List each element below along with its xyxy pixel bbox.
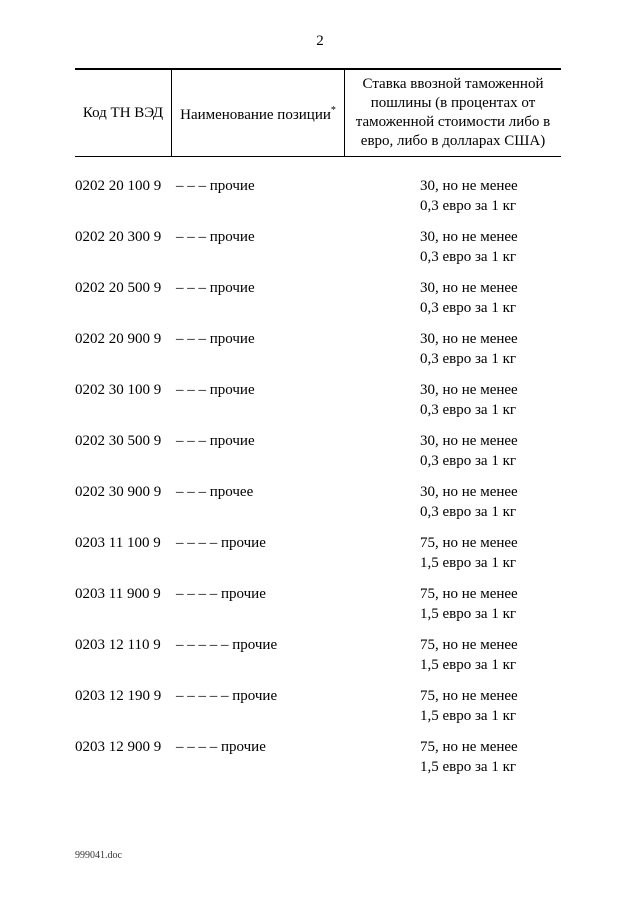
rate-line-1: 30, но не менее [420,229,518,245]
table-row [75,482,561,522]
code-cell: 0202 20 300 9 [75,229,162,245]
rate-line-1: 30, но не менее [420,484,518,500]
code-cell: 0202 30 500 9 [75,433,162,449]
code-cell: 0203 12 190 9 [75,688,162,704]
rate-cell [345,431,561,471]
rate-line-2: 1,5 евро за 1 кг [420,555,517,571]
rate-cell [345,686,561,726]
rate-cell [345,737,561,777]
name-cell: – – – – прочие [176,739,266,755]
table-header [75,68,561,157]
page-number: 2 [316,33,324,49]
table-row [75,533,561,573]
code-cell: 0202 30 100 9 [75,382,162,398]
rate-line-1: 30, но не менее [420,331,518,347]
name-cell: – – – прочие [176,382,255,398]
rate-line-2: 1,5 евро за 1 кг [420,759,517,775]
rate-cell [345,329,561,369]
rate-line-2: 0,3 евро за 1 кг [420,402,517,418]
code-cell: 0203 12 110 9 [75,637,161,653]
table-row [75,686,561,726]
rate-line-1: 75, но не менее [420,688,518,704]
name-cell: – – – – – прочие [176,637,278,653]
rate-line-1: 30, но не менее [420,433,518,449]
rate-cell [345,278,561,318]
name-cell: – – – – прочие [176,535,266,551]
rate-line-2: 0,3 евро за 1 кг [420,504,517,520]
table-body [75,157,561,777]
rate-line-1: 30, но не менее [420,178,518,194]
code-cell: 0203 11 900 9 [75,586,161,602]
name-cell: – – – – прочие [176,586,266,602]
header-code-label: Код ТН ВЭД [82,104,164,121]
code-cell: 0202 20 100 9 [75,178,162,194]
rate-cell [345,482,561,522]
rate-line-1: 75, но не менее [420,586,518,602]
code-cell: 0203 11 100 9 [75,535,161,551]
code-cell: 0202 20 900 9 [75,331,162,347]
rate-line-2: 0,3 евро за 1 кг [420,198,517,214]
rate-cell [345,380,561,420]
name-cell: – – – прочие [176,331,255,347]
rate-cell [345,584,561,624]
rate-line-2: 0,3 евро за 1 кг [420,249,517,265]
table-row [75,584,561,624]
rate-cell [345,176,561,216]
table-row [75,737,561,777]
name-cell: – – – прочие [176,178,255,194]
code-cell: 0203 12 900 9 [75,739,162,755]
rate-line-2: 1,5 евро за 1 кг [420,657,517,673]
name-cell: – – – прочие [176,433,255,449]
document-footer-filename: 999041.doc [75,850,122,861]
code-cell: 0202 30 900 9 [75,484,162,500]
rate-line-1: 75, но не менее [420,739,518,755]
name-cell: – – – прочее [176,484,254,500]
rate-line-1: 30, но не менее [420,280,518,296]
rate-line-1: 30, но не менее [420,382,518,398]
rate-cell [345,227,561,267]
rate-line-2: 0,3 евро за 1 кг [420,351,517,367]
tariff-table [75,68,561,788]
rate-line-1: 75, но не менее [420,535,518,551]
rate-line-2: 1,5 евро за 1 кг [420,708,517,724]
table-row [75,380,561,420]
rate-cell [345,635,561,675]
rate-line-2: 0,3 евро за 1 кг [420,300,517,316]
header-cell-rate [345,70,561,156]
table-row [75,176,561,216]
name-cell: – – – – – прочие [176,688,278,704]
rate-line-2: 0,3 евро за 1 кг [420,453,517,469]
footnote-asterisk: * [330,105,336,116]
header-cell-name [172,70,345,156]
code-cell: 0202 20 500 9 [75,280,162,296]
header-cell-code [75,70,172,156]
name-cell: – – – прочие [176,229,255,245]
name-cell: – – – прочие [176,280,255,296]
table-row [75,227,561,267]
rate-line-2: 1,5 евро за 1 кг [420,606,517,622]
table-row [75,635,561,675]
table-row [75,431,561,471]
table-row [75,278,561,318]
table-row [75,329,561,369]
header-name-label: Наименование позиции* [180,105,336,123]
rate-line-1: 75, но не менее [420,637,518,653]
rate-cell [345,533,561,573]
header-rate-label: Ставка ввозной таможенной пошлины (в процентах от таможенной стоимости либо в евро, либо в долларах США) [355,76,551,149]
